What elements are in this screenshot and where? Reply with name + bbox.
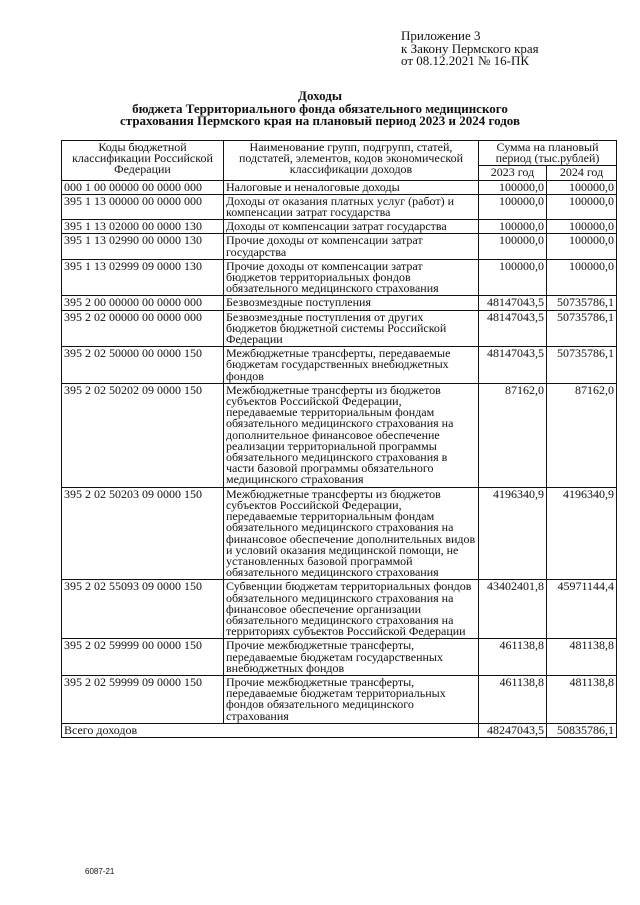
- table-total-row: [62, 723, 617, 737]
- row-value-2024: 4196340,9: [547, 487, 617, 580]
- appendix-line-2: к Закону Пермского края: [401, 40, 539, 56]
- table-row: [62, 487, 617, 580]
- row-value-2023: 43402401,8: [479, 580, 547, 639]
- header-year-2023: 2023 год: [479, 166, 547, 180]
- row-code: 395 2 02 50000 00 0000 150: [62, 347, 224, 384]
- header-name: Наименование групп, подгрупп, статей, подстатей, элементов, кодов экономической классификации доходов: [224, 141, 479, 181]
- table-row: [62, 259, 617, 296]
- header-year-2024: 2024 год: [547, 166, 617, 180]
- row-value-2024: 481138,8: [547, 675, 617, 723]
- row-code: 395 2 02 50203 09 0000 150: [62, 487, 224, 580]
- row-value-2024: 481138,8: [547, 639, 617, 676]
- row-value-2023: 48147043,5: [479, 296, 547, 310]
- table-row: [62, 347, 617, 384]
- row-value-2023: 100000,0: [479, 259, 547, 296]
- row-value-2023: 461138,8: [479, 675, 547, 723]
- appendix-line-3: от 08.12.2021 № 16-ПК: [401, 53, 530, 68]
- row-name: Межбюджетные трансферты из бюджетов субъектов Российской Федерации, передаваемые территориальным фондам обязательного медицинского страхования на дополнительное финансовое обеспечение реализации территориальной программы обязательного медицинского страхования в части базовой программы обязательного медицинского страхования: [224, 383, 479, 487]
- row-value-2024: 100000,0: [547, 180, 617, 194]
- row-value-2024: 100000,0: [547, 194, 617, 219]
- row-value-2023: 4196340,9: [479, 487, 547, 580]
- row-name: Безвозмездные поступления: [224, 296, 479, 310]
- row-name: Безвозмездные поступления от других бюджетов бюджетной системы Российской Федерации: [224, 310, 479, 347]
- row-name: Прочие межбюджетные трансферты, передаваемые бюджетам государственных внебюджетных фондов: [224, 639, 479, 676]
- row-code: 395 2 02 59999 00 0000 150: [62, 639, 224, 676]
- table-row: [62, 220, 617, 234]
- title-line-2: бюджета Территориального фонда обязательного медицинского: [132, 100, 508, 116]
- row-name: Доходы от оказания платных услуг (работ) и компенсации затрат государства: [224, 194, 479, 219]
- row-value-2023: 87162,0: [479, 383, 547, 487]
- row-code: 395 1 13 02999 09 0000 130: [62, 259, 224, 296]
- row-value-2023: 100000,0: [479, 234, 547, 259]
- row-value-2024: 100000,0: [547, 259, 617, 296]
- table-row: [62, 296, 617, 310]
- row-value-2023: 100000,0: [479, 194, 547, 219]
- row-value-2023: 100000,0: [479, 220, 547, 234]
- row-value-2024: 50735786,1: [547, 296, 617, 310]
- table-row: [62, 675, 617, 723]
- row-code: 395 2 02 00000 00 0000 000: [62, 310, 224, 347]
- row-code: 395 2 00 00000 00 0000 000: [62, 296, 224, 310]
- table-row: [62, 639, 617, 676]
- appendix-line-1: Приложение 3: [401, 28, 481, 43]
- row-code: 000 1 00 00000 00 0000 000: [62, 180, 224, 194]
- table-row: [62, 310, 617, 347]
- row-name: Прочие межбюджетные трансферты, передаваемые бюджетам территориальных фондов обязательного медицинского страхования: [224, 675, 479, 723]
- row-name: Субвенции бюджетам территориальных фондов обязательного медицинского страхования на финансовое обеспечение организации обязательного медицинского страхования на территориях субъектов Российской Федерации: [224, 580, 479, 639]
- row-value-2024: 45971144,4: [547, 580, 617, 639]
- row-value-2023: 48147043,5: [479, 347, 547, 384]
- row-name: Межбюджетные трансферты из бюджетов субъектов Российской Федерации, передаваемые территориальным фондам обязательного медицинского страхования на финансовое обеспечение дополнительных видов и условий оказания медицинской помощи, не установленных базовой программой обязательного медицинского страхования: [224, 487, 479, 580]
- total-label: Всего доходов: [62, 723, 479, 737]
- row-name: Прочие доходы от компенсации затрат государства: [224, 234, 479, 259]
- table-row: [62, 234, 617, 259]
- row-name: Доходы от компенсации затрат государства: [224, 220, 479, 234]
- table-row: [62, 383, 617, 487]
- table-body: [62, 180, 617, 737]
- table-row: [62, 180, 617, 194]
- total-value-2023: 48247043,5: [479, 723, 547, 737]
- document-code: 6087-21: [85, 867, 115, 876]
- row-name: Прочие доходы от компенсации затрат бюджетов территориальных фондов обязательного медицинского страхования: [224, 259, 479, 296]
- header-codes: Коды бюджетной классификации Российской Федерации: [62, 141, 224, 181]
- row-name: Межбюджетные трансферты, передаваемые бюджетам государственных внебюджетных фондов: [224, 347, 479, 384]
- row-code: 395 2 02 55093 09 0000 150: [62, 580, 224, 639]
- row-code: 395 1 13 02990 00 0000 130: [62, 234, 224, 259]
- appendix-heading: [401, 30, 539, 68]
- row-value-2024: 50735786,1: [547, 310, 617, 347]
- row-value-2024: 100000,0: [547, 220, 617, 234]
- title-line-1: Доходы: [298, 88, 342, 103]
- row-code: 395 2 02 59999 09 0000 150: [62, 675, 224, 723]
- header-sum: Сумма на плановый период (тыс.рублей): [479, 141, 617, 166]
- document-title: [0, 90, 640, 128]
- row-value-2023: 48147043,5: [479, 310, 547, 347]
- row-value-2024: 87162,0: [547, 383, 617, 487]
- table-row: [62, 194, 617, 219]
- row-code: 395 1 13 00000 00 0000 000: [62, 194, 224, 219]
- row-value-2024: 100000,0: [547, 234, 617, 259]
- row-code: 395 1 13 02000 00 0000 130: [62, 220, 224, 234]
- total-value-2024: 50835786,1: [547, 723, 617, 737]
- row-code: 395 2 02 50202 09 0000 150: [62, 383, 224, 487]
- table-row: [62, 580, 617, 639]
- row-name: Налоговые и неналоговые доходы: [224, 180, 479, 194]
- title-line-3: страхования Пермского края на плановый период 2023 и 2024 годов: [120, 113, 520, 128]
- revenue-table: [61, 140, 617, 738]
- row-value-2023: 461138,8: [479, 639, 547, 676]
- row-value-2023: 100000,0: [479, 180, 547, 194]
- table-header-row: [62, 141, 617, 166]
- row-value-2024: 50735786,1: [547, 347, 617, 384]
